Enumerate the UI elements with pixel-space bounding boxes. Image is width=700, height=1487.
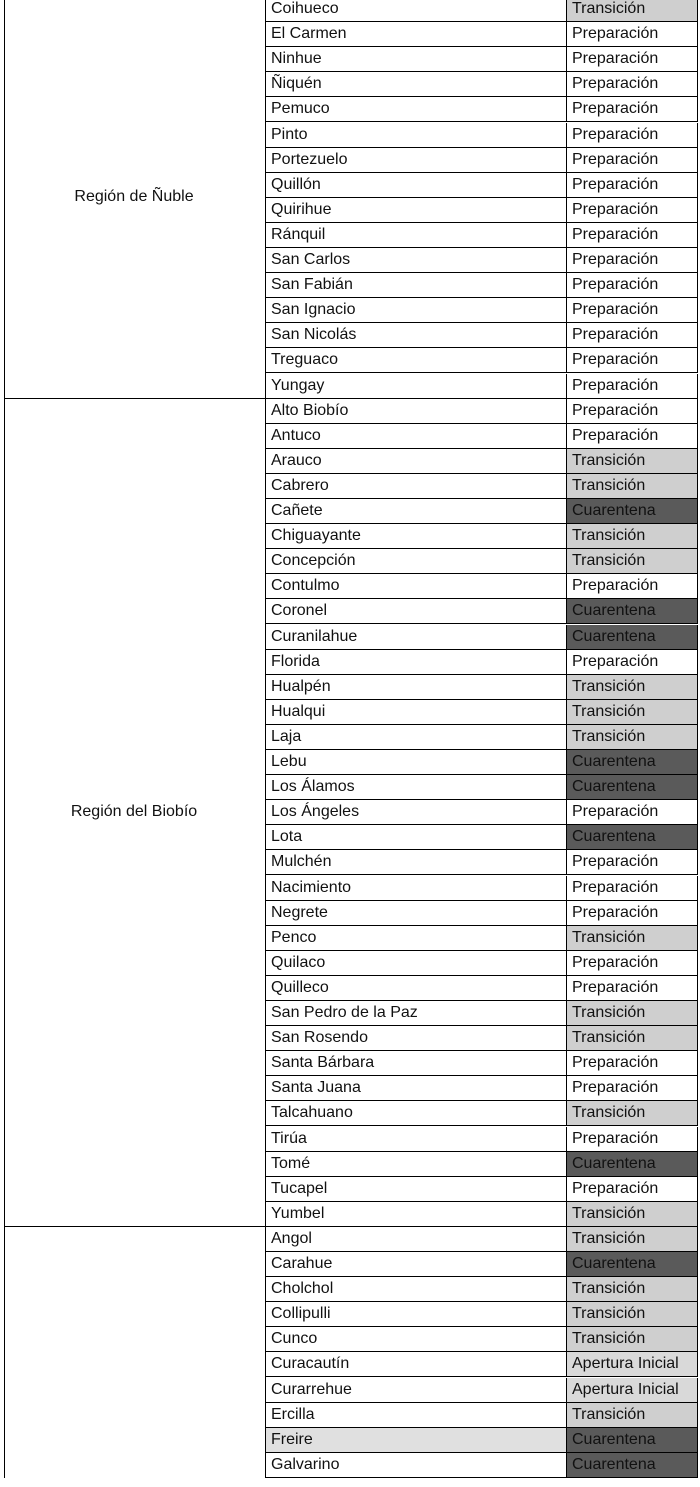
phase-cell: Cuarentena [567,750,698,775]
table-row [266,148,698,173]
region-name: Región del Biobío [70,802,198,820]
table-row [266,1051,698,1076]
commune-cell: Los Ángeles [266,800,567,825]
commune-cell: Santa Bárbara [266,1051,567,1076]
commune-cell: Concepción [266,549,567,574]
commune-cell: Cañete [266,499,567,524]
table-row [266,876,698,901]
commune-cell: Los Álamos [266,775,567,800]
phase-cell: Cuarentena [567,1453,698,1478]
table-row [266,223,698,248]
table-row [266,1127,698,1152]
table-row [266,825,698,850]
table-row [266,1227,698,1252]
table-row [266,700,698,725]
phase-cell: Preparación [567,1177,698,1202]
phase-cell: Transición [567,725,698,750]
table-row [266,323,698,348]
commune-cell: San Carlos [266,248,567,273]
phase-cell: Cuarentena [567,775,698,800]
table-row [266,574,698,599]
phase-cell: Apertura Inicial [567,1352,698,1377]
phase-cell: Transición [567,700,698,725]
commune-cell: Portezuelo [266,148,567,173]
phase-cell: Preparación [567,148,698,173]
table-row [266,298,698,323]
commune-cell: Curanilahue [266,625,567,650]
commune-cell: Collipulli [266,1302,567,1327]
phase-cell: Preparación [567,198,698,223]
commune-cell: Hualqui [266,700,567,725]
table-row [266,499,698,524]
phase-cell: Transición [567,675,698,700]
table-row [266,675,698,700]
commune-cell: Coronel [266,599,567,624]
commune-cell: San Ignacio [266,298,567,323]
phase-cell: Preparación [567,850,698,875]
phase-cell: Preparación [567,1051,698,1076]
phase-cell: Transición [567,1302,698,1327]
table-row [266,1177,698,1202]
commune-cell: Ránquil [266,223,567,248]
commune-cell: Tomé [266,1152,567,1177]
phase-cell: Apertura Inicial [567,1378,698,1403]
table-row [266,1302,698,1327]
table-row [266,399,698,424]
commune-cell: Quillón [266,173,567,198]
region-block [4,1227,266,1478]
commune-cell: Nacimiento [266,876,567,901]
table-row [266,474,698,499]
phase-cell: Preparación [567,348,698,373]
table-row [266,850,698,875]
phase-cell: Preparación [567,1127,698,1152]
phase-cell: Cuarentena [567,1428,698,1453]
table-row [266,1001,698,1026]
phase-cell: Transición [567,524,698,549]
phase-cell: Transición [567,1202,698,1227]
commune-cell: Laja [266,725,567,750]
table-row [266,248,698,273]
commune-cell: Talcahuano [266,1101,567,1126]
commune-cell: Yumbel [266,1202,567,1227]
commune-cell: San Nicolás [266,323,567,348]
table-row [266,800,698,825]
phase-cell: Preparación [567,1076,698,1101]
commune-cell: Hualpén [266,675,567,700]
commune-cell: Penco [266,926,567,951]
commune-cell: Santa Juana [266,1076,567,1101]
table-row [266,951,698,976]
table-row [266,599,698,624]
commune-cell: Quilaco [266,951,567,976]
phase-cell: Transición [567,926,698,951]
commune-cell: San Pedro de la Paz [266,1001,567,1026]
table-row [266,47,698,72]
table-row [266,1152,698,1177]
commune-cell: Curacautín [266,1352,567,1377]
phase-cell: Transición [567,1327,698,1352]
table-row [266,1101,698,1126]
phase-cell: Cuarentena [567,625,698,650]
commune-cell: Galvarino [266,1453,567,1478]
phase-cell: Preparación [567,173,698,198]
table-row [266,725,698,750]
commune-cell: Lebu [266,750,567,775]
commune-cell: Contulmo [266,574,567,599]
table-row [266,97,698,122]
commune-cell: Mulchén [266,850,567,875]
commune-cell: Ninhue [266,47,567,72]
commune-cell: Carahue [266,1252,567,1277]
phase-cell: Preparación [567,22,698,47]
phase-cell: Preparación [567,800,698,825]
commune-cell: Freire [266,1428,567,1453]
phase-cell: Transición [567,474,698,499]
phase-cell: Preparación [567,374,698,399]
commune-cell: Florida [266,650,567,675]
phase-cell: Preparación [567,323,698,348]
table-row [266,72,698,97]
phase-cell: Preparación [567,574,698,599]
commune-cell: Cabrero [266,474,567,499]
phase-cell: Transición [567,1277,698,1302]
table-row [266,1327,698,1352]
commune-cell: Ercilla [266,1403,567,1428]
commune-cell: Cholchol [266,1277,567,1302]
phase-cell: Cuarentena [567,1152,698,1177]
phase-cell: Transición [567,449,698,474]
commune-cell: Lota [266,825,567,850]
table-row [266,1252,698,1277]
commune-cell: Antuco [266,424,567,449]
commune-cell: Chiguayante [266,524,567,549]
table-row [266,1277,698,1302]
phase-cell: Transición [567,1026,698,1051]
commune-cell: Arauco [266,449,567,474]
commune-cell: Quirihue [266,198,567,223]
phase-cell: Preparación [567,901,698,926]
table-row [266,449,698,474]
phase-cell: Transición [567,1227,698,1252]
table-row [266,901,698,926]
table-row [266,750,698,775]
table-row [266,650,698,675]
phase-cell: Preparación [567,298,698,323]
phase-cell: Cuarentena [567,825,698,850]
table-row [266,549,698,574]
table-row [266,348,698,373]
phase-cell: Preparación [567,650,698,675]
table-row [266,1403,698,1428]
commune-cell: Tucapel [266,1177,567,1202]
table-row [266,1378,698,1403]
commune-cell: Treguaco [266,348,567,373]
phase-cell: Cuarentena [567,1252,698,1277]
table-row [266,1076,698,1101]
table-row [266,1352,698,1377]
commune-cell: Coihueco [266,0,567,22]
commune-cell: San Rosendo [266,1026,567,1051]
commune-cell: Tirúa [266,1127,567,1152]
table-row [266,926,698,951]
commune-cell: Yungay [266,374,567,399]
phase-cell: Transición [567,1403,698,1428]
commune-cell: Pinto [266,123,567,148]
table-row [266,1026,698,1051]
phase-cell: Preparación [567,223,698,248]
phase-cell: Preparación [567,976,698,1001]
phase-cell: Transición [567,1001,698,1026]
phase-cell: Transición [567,1101,698,1126]
phase-cell: Cuarentena [567,499,698,524]
table-row [266,775,698,800]
commune-cell: El Carmen [266,22,567,47]
phase-cell: Preparación [567,399,698,424]
commune-cell: Pemuco [266,97,567,122]
commune-cell: Cunco [266,1327,567,1352]
phase-cell: Preparación [567,97,698,122]
phase-cell: Preparación [567,123,698,148]
table-row [266,625,698,650]
table-row [266,1202,698,1227]
region-name: Región de Ñuble [74,187,194,205]
commune-cell: Alto Biobío [266,399,567,424]
commune-cell: Angol [266,1227,567,1252]
phase-cell: Preparación [567,951,698,976]
table-row [266,424,698,449]
table-row [266,374,698,399]
phase-cell: Transición [567,549,698,574]
table-row [266,1428,698,1453]
table-row [266,123,698,148]
table-row [266,173,698,198]
table-row [266,22,698,47]
commune-cell: Negrete [266,901,567,926]
phase-cell: Preparación [567,876,698,901]
phase-cell: Preparación [567,248,698,273]
table-row [266,198,698,223]
phase-cell: Preparación [567,72,698,97]
table-row [266,0,698,22]
commune-cell: Curarrehue [266,1378,567,1403]
phase-cell: Preparación [567,424,698,449]
table-row [266,524,698,549]
commune-cell: Ñiquén [266,72,567,97]
phase-cell: Cuarentena [567,599,698,624]
table-row [266,273,698,298]
commune-cell: Quilleco [266,976,567,1001]
phase-cell: Preparación [567,47,698,72]
table-row [266,976,698,1001]
phase-cell: Transición [567,0,698,22]
commune-cell: San Fabián [266,273,567,298]
phase-cell: Preparación [567,273,698,298]
table-row [266,1453,698,1478]
